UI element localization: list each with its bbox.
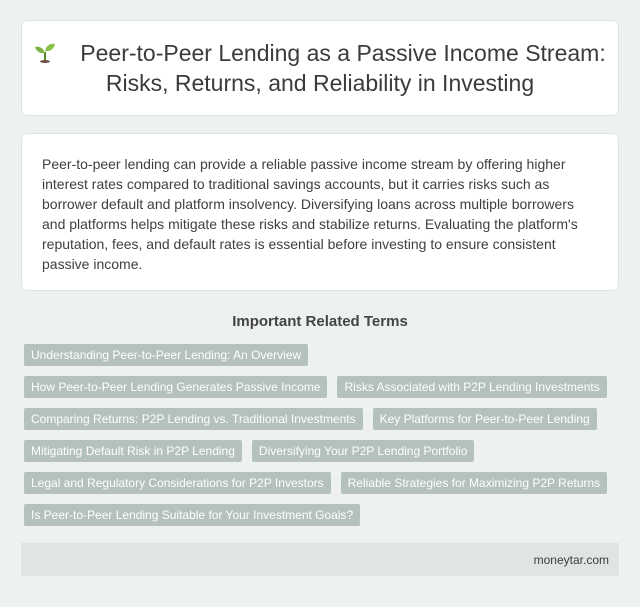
related-term-tag[interactable]: Legal and Regulatory Considerations for P2P Investors [24,472,331,494]
title-text: Peer-to-Peer Lending as a Passive Income Stream: Risks, Returns, and Reliability in Investing [80,40,606,96]
related-term-tag[interactable]: Is Peer-to-Peer Lending Suitable for Your Investment Goals? [24,504,360,526]
page-title [22,38,618,98]
related-terms-list [24,344,620,526]
related-terms-heading: Important Related Terms [232,313,408,330]
footer [21,543,619,576]
related-term-tag[interactable]: Mitigating Default Risk in P2P Lending [24,440,242,462]
sprout-icon [34,41,56,63]
related-term-tag[interactable]: Risks Associated with P2P Lending Investments [337,376,606,398]
footer-site-link[interactable]: moneytar.com [533,552,609,567]
title-card [21,20,619,116]
related-term-tag[interactable]: How Peer-to-Peer Lending Generates Passive Income [24,376,327,398]
related-term-tag[interactable]: Diversifying Your P2P Lending Portfolio [252,440,475,462]
summary-text: Peer-to-peer lending can provide a reliable passive income stream by offering higher interest rates compared to traditional savings accounts, but it carries risks such as borrower default and platform insolvency. Diversifying loans across multiple borrowers and platforms helps mitigate these risks and stabilize returns. Evaluating the platform's reputation, fees, and default rates is essential before investing to ensure consistent passive income. [42,156,578,272]
related-term-tag[interactable]: Reliable Strategies for Maximizing P2P Returns [341,472,608,494]
related-term-tag[interactable]: Understanding Peer-to-Peer Lending: An Overview [24,344,308,366]
related-term-tag[interactable]: Key Platforms for Peer-to-Peer Lending [373,408,597,430]
summary-card [21,133,619,291]
related-term-tag[interactable]: Comparing Returns: P2P Lending vs. Traditional Investments [24,408,363,430]
